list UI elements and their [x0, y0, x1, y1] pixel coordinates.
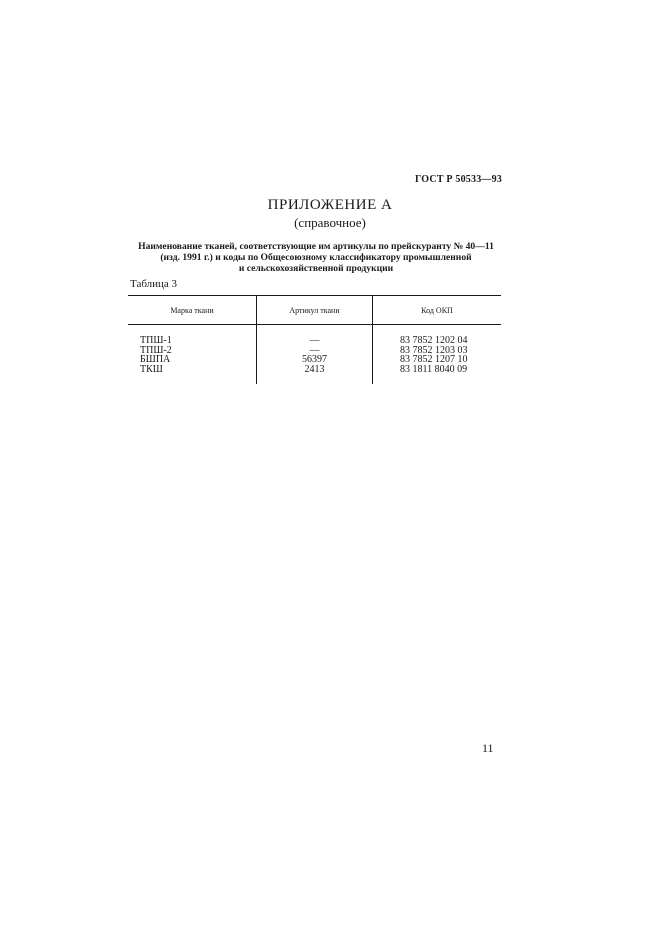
- table-top-rule: [128, 295, 501, 296]
- okp-code-cell: 83 7852 1207 10: [400, 354, 468, 365]
- grade-cell: БШПА: [140, 354, 171, 365]
- standard-code: ГОСТ Р 50533—93: [414, 174, 502, 185]
- grade-cell: ТПШ-2: [140, 344, 172, 356]
- column-header-okp-code: Код ОКП: [421, 306, 453, 315]
- article-cell: —: [309, 344, 320, 356]
- heading-line: Наименование тканей, соответствующие им артикулы по прейскуранту № 40—11: [138, 241, 494, 252]
- grade-cell: ТКШ: [140, 363, 163, 375]
- okp-code-cell: 83 1811 8040 09: [400, 363, 468, 375]
- okp-code-cell: 83 7852 1203 03: [400, 344, 468, 356]
- table-heading: [128, 241, 504, 274]
- appendix-subtitle: (справочное): [294, 215, 366, 230]
- heading-line: (изд. 1991 г.) и коды по Общесоюзному классификатору промышленной: [160, 252, 472, 263]
- article-cell: 56397: [302, 354, 327, 365]
- table-caption: Таблица 3: [130, 278, 178, 290]
- column-header-grade: Марка ткани: [170, 306, 214, 315]
- appendix-title: ПРИЛОЖЕНИЕ А: [267, 197, 393, 213]
- okp-code-cell: 83 7852 1202 04: [400, 335, 468, 346]
- article-cell: 2413: [304, 363, 325, 375]
- article-cell: —: [309, 335, 320, 346]
- page-number: 11: [482, 741, 494, 755]
- column-header-article: Артикул ткани: [289, 306, 340, 315]
- grade-cell: ТПШ-1: [140, 335, 172, 346]
- heading-line: и сельскохозяйственной продукции: [238, 263, 394, 274]
- table-header-rule: [128, 324, 501, 325]
